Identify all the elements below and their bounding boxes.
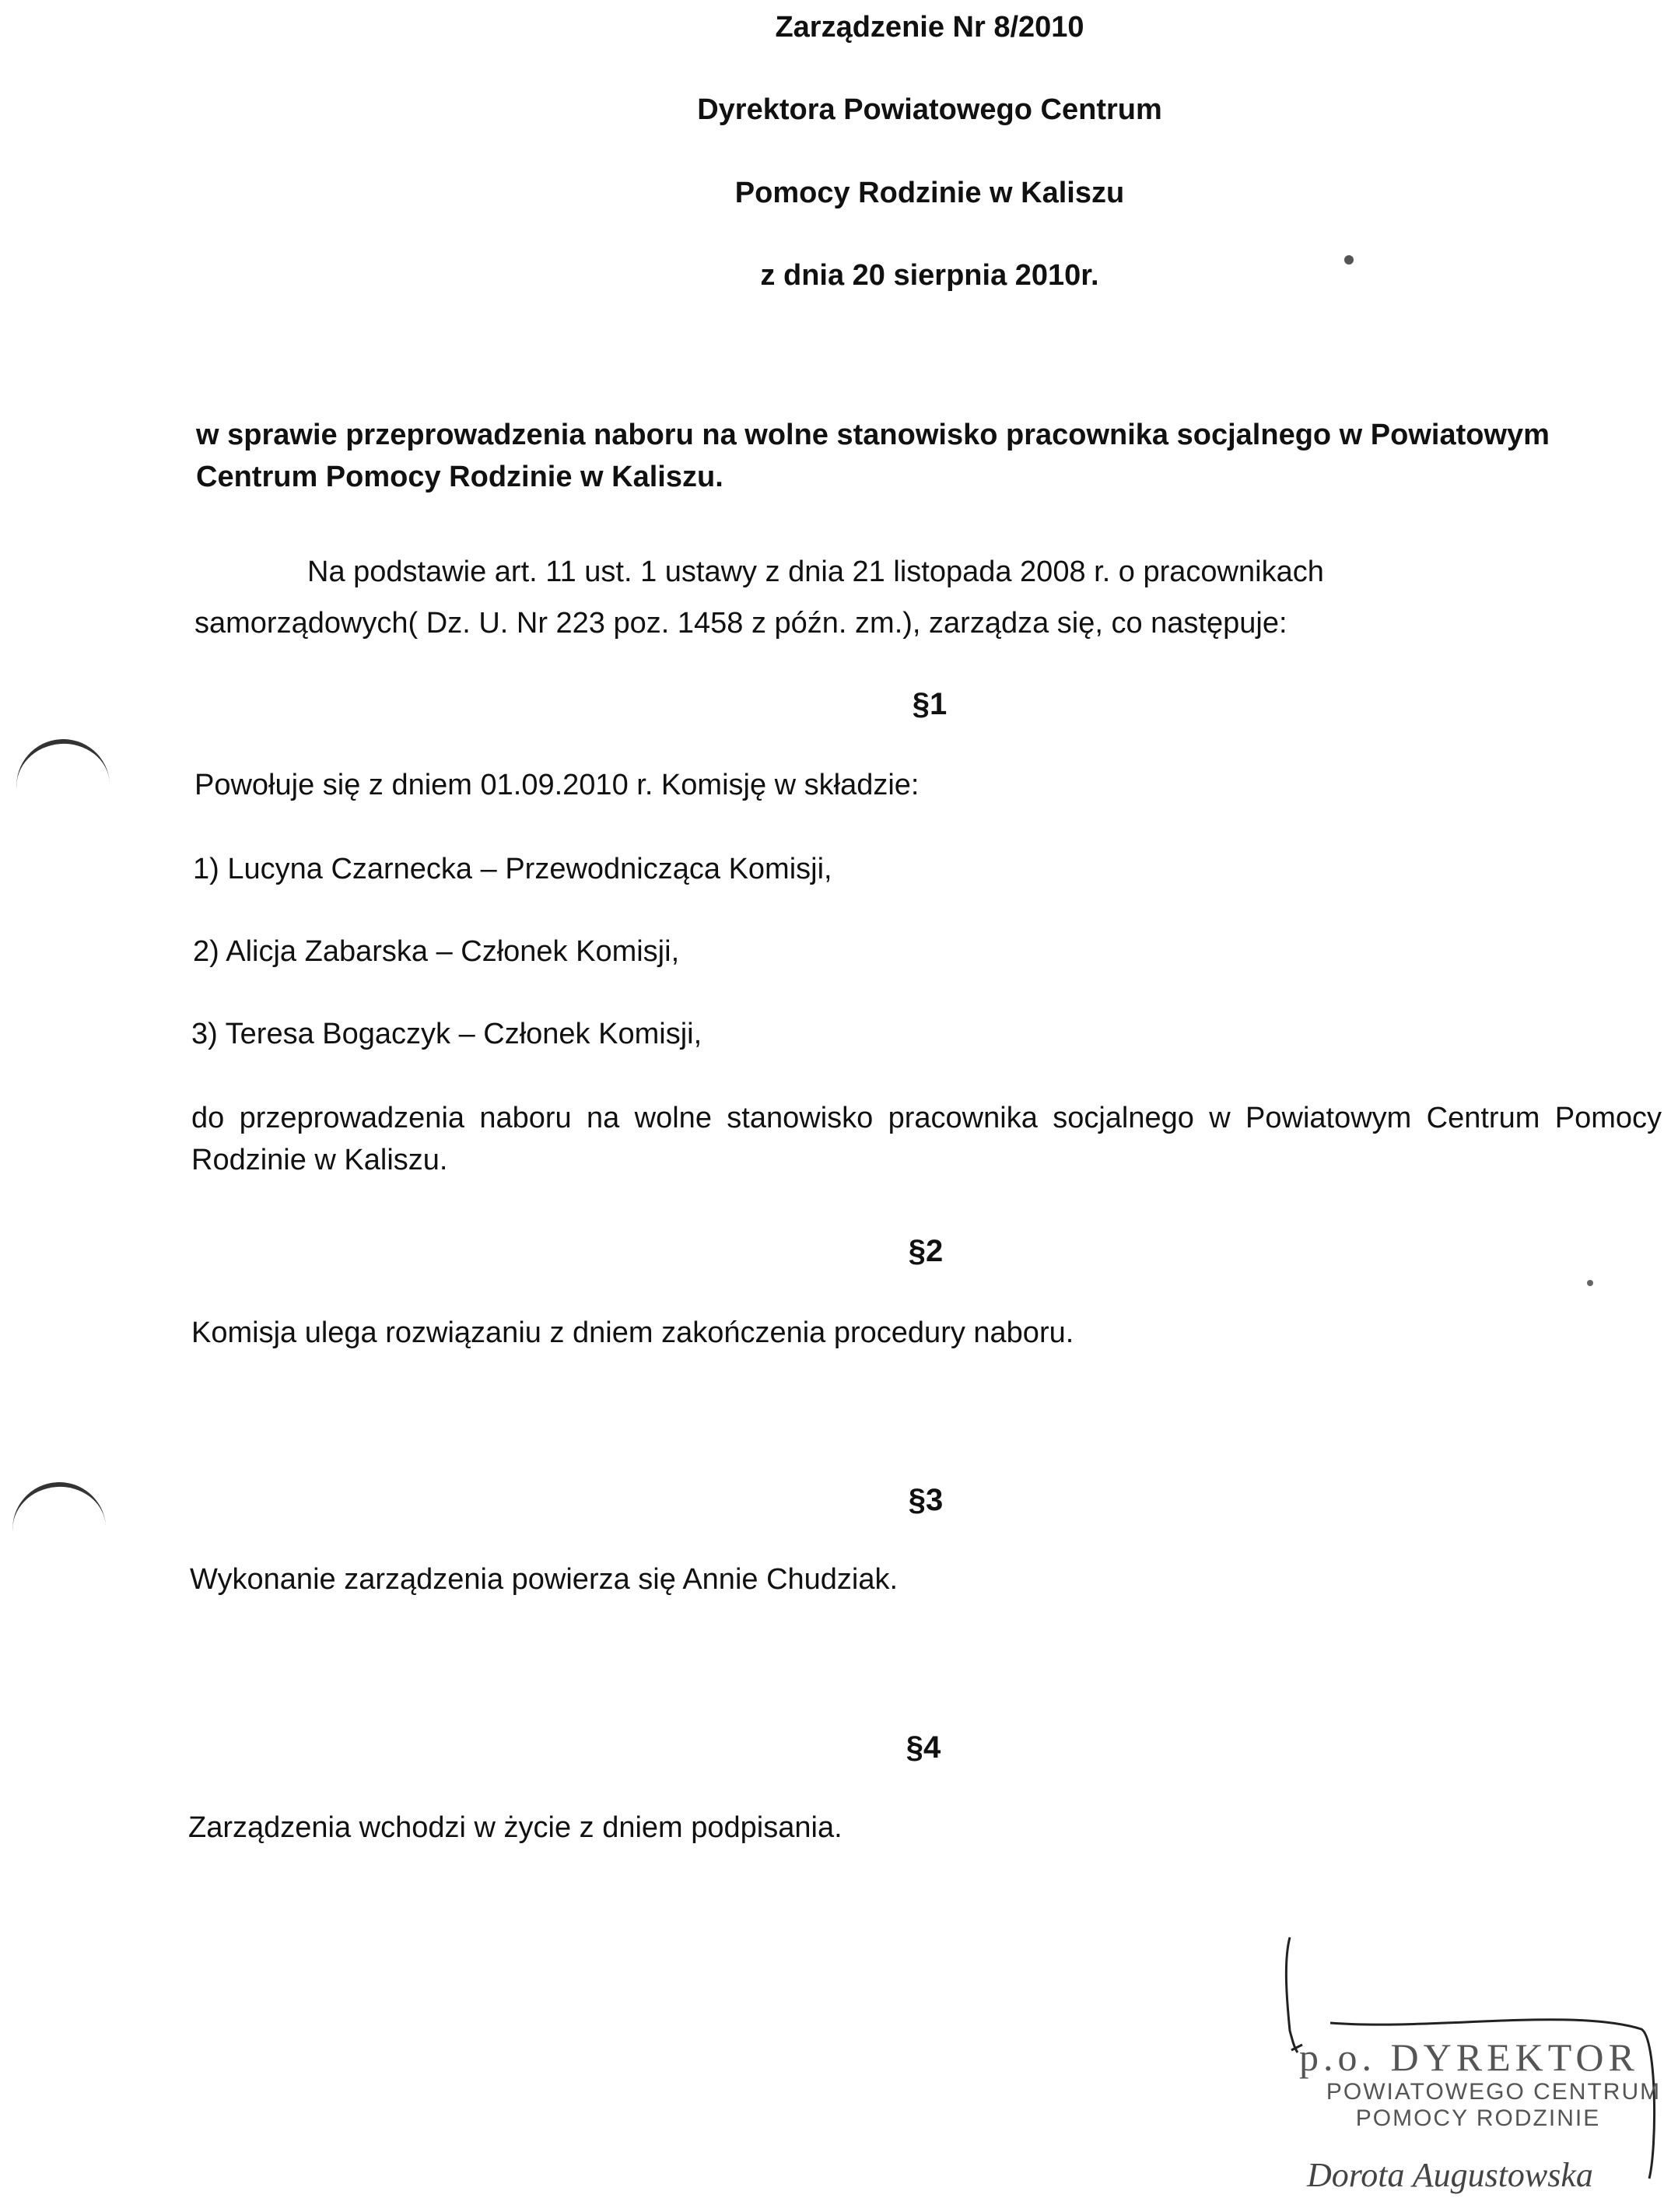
- issuer-line-2: Pomocy Rodzinie w Kaliszu: [734, 177, 1125, 209]
- stamp-director-name: Dorota Augustowska: [1307, 2156, 1593, 2194]
- section-2-heading: §2: [908, 1234, 944, 1268]
- document-date: z dnia 20 sierpnia 2010r.: [760, 259, 1099, 292]
- legal-basis-line-2: samorządowych( Dz. U. Nr 223 poz. 1458 z późn. zm.), zarządza się, co następuje:: [194, 607, 1287, 640]
- section-4-text: Zarządzenia wchodzi w życie z dniem podpisania.: [188, 1811, 843, 1844]
- section-2-text: Komisja ulega rozwiązaniu z dniem zakończenia procedury naboru.: [191, 1316, 1074, 1349]
- stamp-institution-line-2: POMOCY RODZINIE: [1355, 2105, 1601, 2131]
- ink-speck: [1587, 1280, 1593, 1286]
- ink-speck: [1344, 255, 1354, 265]
- section-1-heading: §1: [912, 687, 948, 721]
- stamp-title: p.o. DYREKTOR: [1299, 2035, 1639, 2079]
- stamp-institution-line-1: POWIATOWEGO CENTRUM: [1326, 2079, 1662, 2105]
- section-3-heading: §3: [908, 1483, 944, 1517]
- committee-member-2: 2) Alicja Zabarska – Członek Komisji,: [193, 935, 680, 968]
- section-3-text: Wykonanie zarządzenia powierza się Annie Chudziak.: [190, 1563, 899, 1596]
- section-4-heading: §4: [906, 1730, 941, 1765]
- section-1-purpose: do przeprowadzenia naboru na wolne stanowisko pracownika socjalnego w Powiatowym Centrum Pomocy Rodzinie w Kaliszu.: [191, 1102, 1662, 1176]
- punch-hole-mark-top: [13, 736, 111, 809]
- section-1-intro: Powołuje się z dniem 01.09.2010 r. Komisję w składzie:: [194, 769, 920, 801]
- document-subject: w sprawie przeprowadzenia naboru na wolne stanowisko pracownika socjalnego w Powiatowym Centrum Pomocy Rodzinie w Kaliszu.: [196, 419, 1550, 493]
- issuer-line-1: Dyrektora Powiatowego Centrum: [697, 93, 1162, 126]
- committee-member-1: 1) Lucyna Czarnecka – Przewodnicząca Komisji,: [193, 853, 832, 885]
- committee-member-3: 3) Teresa Bogaczyk – Członek Komisji,: [191, 1018, 702, 1050]
- director-stamp: [1276, 1914, 1665, 2210]
- document-title: Zarządzenie Nr 8/2010: [775, 11, 1084, 44]
- punch-hole-mark-bottom: [9, 1479, 107, 1552]
- legal-basis-line-1: Na podstawie art. 11 ust. 1 ustawy z dnia 21 listopada 2008 r. o pracownikach: [307, 556, 1324, 588]
